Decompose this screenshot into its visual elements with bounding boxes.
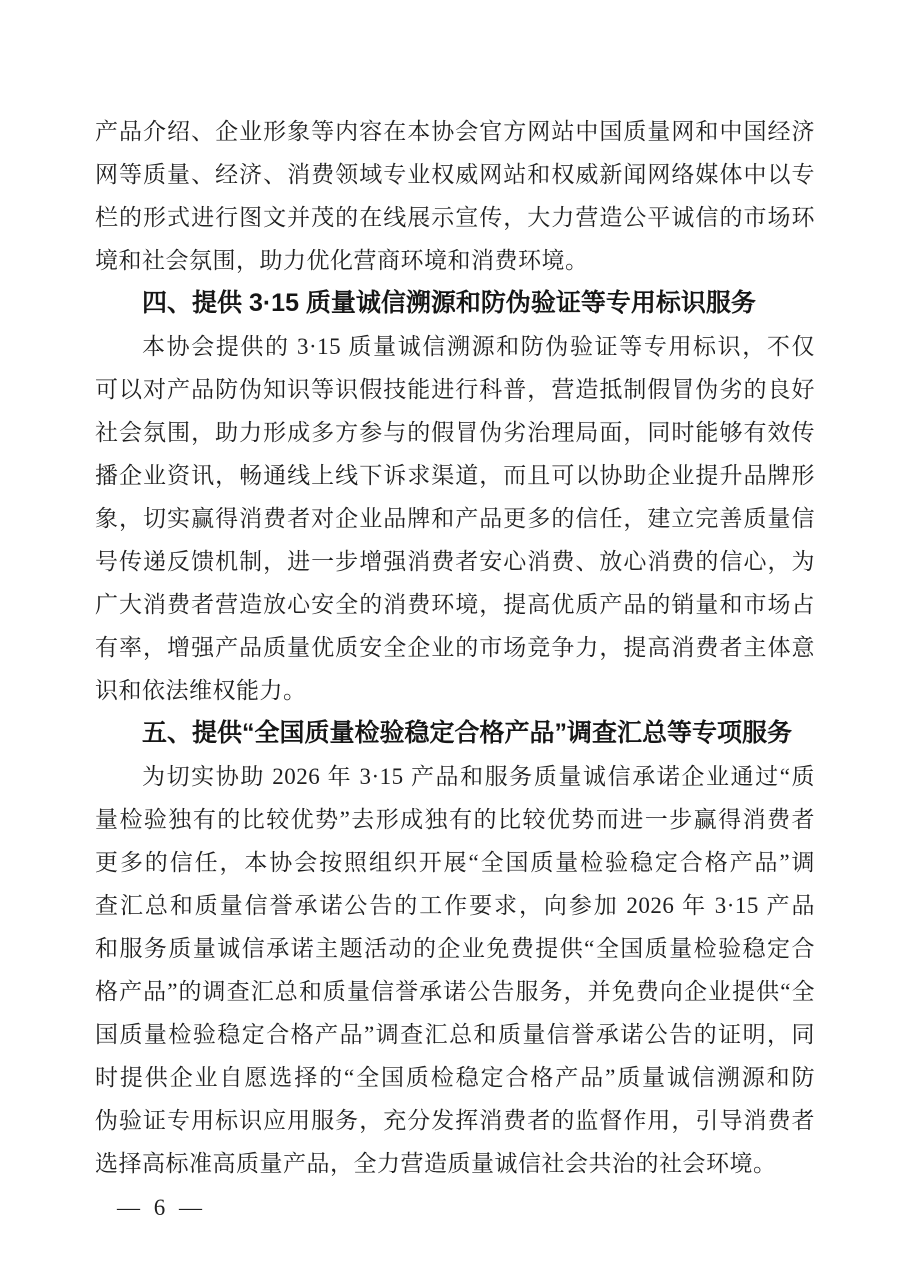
- body-text-line: 识和依法维权能力。: [95, 678, 307, 703]
- body-text-line: 伪验证专用标识应用服务，充分发挥消费者的监督作用，引导消费者: [95, 1108, 815, 1133]
- section-heading-4: 四、提供 3·15 质量诚信溯源和防伪验证等专用标识服务: [142, 289, 756, 317]
- body-text-line: 选择高标准高质量产品，全力营造质量诚信社会共治的社会环境。: [95, 1151, 777, 1176]
- section-heading-5: 五、提供“全国质量检验稳定合格产品”调查汇总等专项服务: [142, 719, 793, 747]
- body-text-line: 国质量检验稳定合格产品”调查汇总和质量信誉承诺公告的证明，同: [95, 1022, 815, 1047]
- body-text-line: 产品介绍、企业形象等内容在本协会官方网站中国质量网和中国经济: [95, 119, 815, 144]
- body-text-line: 本协会提供的 3·15 质量诚信溯源和防伪验证等专用标识，不仅: [142, 334, 815, 359]
- body-text-line: 社会氛围，助力形成多方参与的假冒伪劣治理局面，同时能够有效传: [95, 420, 815, 445]
- body-text-line: 查汇总和质量信誉承诺公告的工作要求，向参加 2026 年 3·15 产品: [95, 893, 815, 918]
- body-text-line: 有率，增强产品质量优质安全企业的市场竞争力，提高消费者主体意: [95, 635, 815, 660]
- body-text-line: 栏的形式进行图文并茂的在线展示宣传，大力营造公平诚信的市场环: [95, 205, 815, 230]
- body-text-line: 播企业资讯，畅通线上线下诉求渠道，而且可以协助企业提升品牌形: [95, 463, 815, 488]
- page-number: — 6 —: [117, 1195, 206, 1220]
- body-text-line: 量检验独有的比较优势”去形成独有的比较优势而进一步赢得消费者: [95, 807, 815, 832]
- body-text-line: 时提供企业自愿选择的“全国质检稳定合格产品”质量诚信溯源和防: [95, 1065, 815, 1090]
- body-text-line: 广大消费者营造放心安全的消费环境，提高优质产品的销量和市场占: [95, 592, 815, 617]
- body-text-line: 境和社会氛围，助力优化营商环境和消费环境。: [95, 248, 589, 273]
- body-text-line: 格产品”的调查汇总和质量信誉承诺公告服务，并免费向企业提供“全: [95, 979, 815, 1004]
- body-text-line: 象，切实赢得消费者对企业品牌和产品更多的信任，建立完善质量信: [95, 506, 815, 531]
- body-text-line: 可以对产品防伪知识等识假技能进行科普，营造抵制假冒伪劣的良好: [95, 377, 815, 402]
- page-content: [95, 110, 815, 1226]
- body-text-line: 更多的信任，本协会按照组织开展“全国质量检验稳定合格产品”调: [95, 850, 815, 875]
- body-text-line: 号传递反馈机制，进一步增强消费者安心消费、放心消费的信心，为: [95, 549, 815, 574]
- body-text-line: 为切实协助 2026 年 3·15 产品和服务质量诚信承诺企业通过“质: [142, 764, 815, 789]
- body-text-line: 网等质量、经济、消费领域专业权威网站和权威新闻网络媒体中以专: [95, 162, 815, 187]
- body-text-line: 和服务质量诚信承诺主题活动的企业免费提供“全国质量检验稳定合: [95, 936, 815, 961]
